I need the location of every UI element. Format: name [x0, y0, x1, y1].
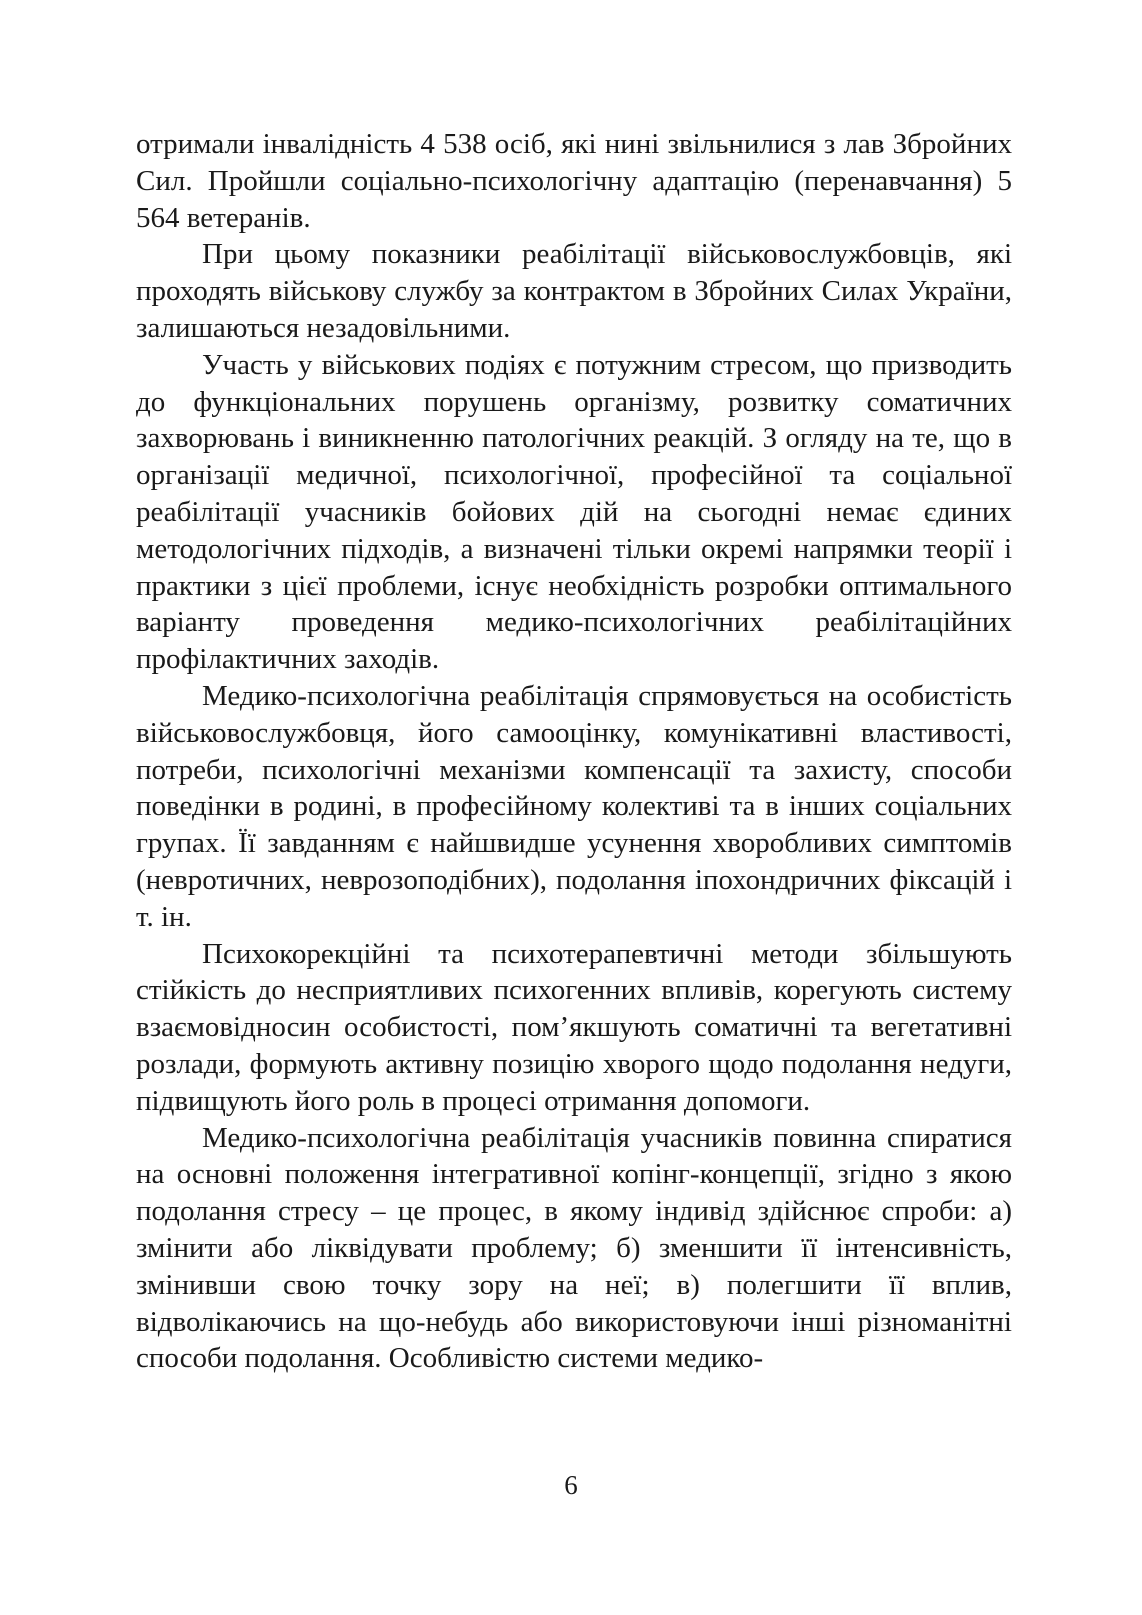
page-number: 6: [564, 1470, 578, 1500]
document-body: [136, 126, 1012, 1377]
paragraph-medical-psychological-rehab: Медико-психологічна реабілітація спрямовується на особистість військовослужбовця, його самооцінку, комунікативні властивості, потреби, психологічні механізми компенсації та захисту, способи поведінки в родині, в професійному колективі та в інших соціальних групах. Її завданням є найшвидше усунення хворобливих симптомів (невротичних, неврозоподібних), подолання іпохондричних фіксацій і т. ін.: [136, 679, 1012, 933]
paragraph-psychocorrection-methods: Психокорекційні та психотерапевтичні методи збільшують стійкість до несприятливих психогенних впливів, корегують систему взаємовідносин особистості, пом’якшують соматичні та вегетативні розлади, формують активну позицію хворого щодо подолання недуги, підвищують його роль в процесі отримання допомоги.: [136, 937, 1012, 1117]
paragraph-coping-concept: Медико-психологічна реабілітація учасників повинна спиратися на основні положення інтегративної копінг-концепції, згідно з якою подолання стресу – це процес, в якому індивід здійснює спроби: а) змінити або ліквідувати проблему; б) зменшити її інтенсивність, змінивши свою точку зору на неї; в) полегшити її вплив, відволікаючись на що-небудь або використовуючи інші різноманітні способи подолання. Особливістю системи медико-: [136, 1121, 1012, 1375]
paragraph-continuation: отримали інвалідність 4 538 осіб, які нині звільнилися з лав Збройних Сил. Пройшли соціально-психологічну адаптацію (перенавчання) 5 564 ветеранів.: [136, 128, 1012, 234]
paragraph-military-stress: Участь у військових подіях є потужним стресом, що призводить до функціональних порушень організму, розвитку соматичних захворювань і виникненню патологічних реакцій. З огляду на те, що в організації медичної, психологічної, професійної та соціальної реабілітації учасників бойових дій на сьогодні немає єдиних методологічних підходів, а визначені тільки окремі напрямки теорії і практики з цієї проблеми, існує необхідність розробки оптимального варіанту проведення медико-психологічних реабілітаційних профілактичних заходів.: [136, 348, 1012, 676]
paragraph-contract-servicemen: При цьому показники реабілітації військовослужбовців, які проходять військову службу за контрактом в Збройних Силах України, залишаються незадовільними.: [136, 238, 1012, 344]
